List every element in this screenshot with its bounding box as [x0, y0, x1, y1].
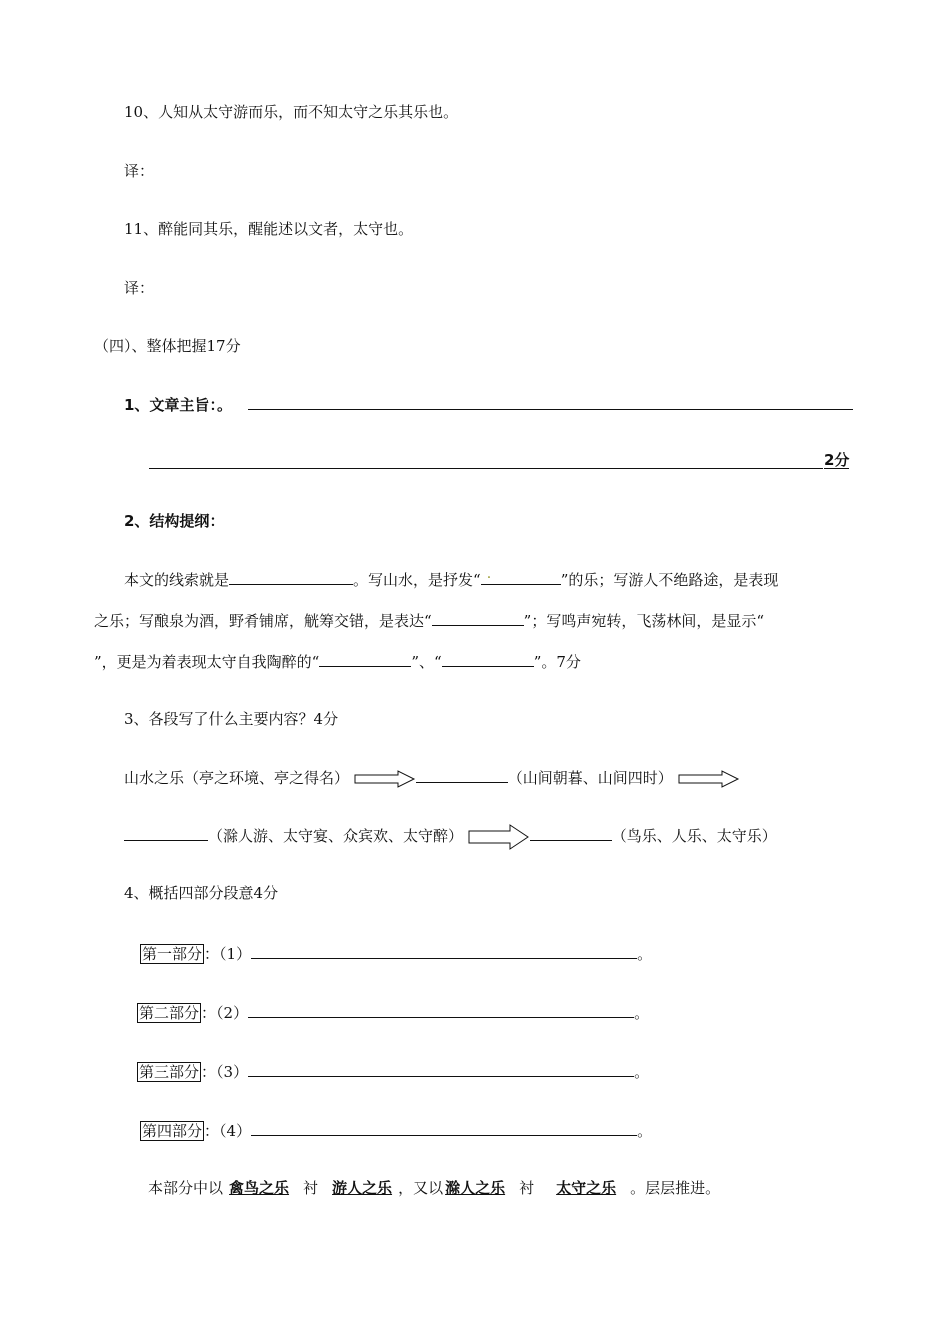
summary-text-e: ，又以	[398, 1179, 444, 1197]
item-4-label: 4、概括四部分段意4分	[124, 884, 279, 902]
para-text-c: ”的乐；写游人不绝路途，是表现	[560, 571, 779, 589]
part-answer-line[interactable]	[251, 942, 637, 959]
self-drunk-blank-1[interactable]	[319, 650, 411, 667]
part-end: 。	[634, 1063, 650, 1081]
flow-text-a: 山水之乐（亭之环境、亭之得名）	[124, 769, 350, 787]
question-10: 10、人知从太守游而乐，而不知太守之乐其乐也。	[124, 103, 459, 121]
flow-line-2	[124, 824, 777, 850]
flow-blank-2[interactable]	[124, 824, 208, 841]
item-2-label: 2、结构提纲：	[124, 512, 225, 530]
part-end: 。	[634, 1004, 650, 1022]
part-name-box: 第二部分	[139, 1004, 200, 1022]
summary-text-i: 。层层推进。	[630, 1179, 721, 1197]
paragraph-line-1	[124, 568, 778, 590]
part-number: （4）	[219, 1122, 252, 1140]
part-name-box: 第四部分	[142, 1122, 203, 1140]
item-3-label: 3、各段写了什么主要内容？4分	[124, 710, 339, 728]
para-text-b: 。写山水，是抒发“	[353, 571, 481, 589]
translation-label-10: 译：	[124, 162, 155, 180]
part-answer-line[interactable]	[248, 1060, 634, 1077]
right-arrow-icon	[468, 824, 530, 850]
section-4-title: （四）、整体把握17分	[94, 337, 241, 355]
summary-answer-1: 禽鸟之乐	[229, 1179, 290, 1197]
part-row-4	[140, 1119, 652, 1141]
summary-line	[148, 1178, 720, 1198]
translation-label-11: 译：	[124, 279, 155, 297]
para-text-h: ”。7分	[533, 653, 581, 671]
flow-blank-3[interactable]	[530, 824, 612, 841]
landscape-joy-blank[interactable]	[481, 568, 561, 585]
summary-text-c: 衬	[303, 1179, 319, 1197]
right-arrow-icon	[678, 770, 740, 788]
para-text-f: ”，更是为着表现太守自我陶醉的“	[94, 653, 320, 671]
summary-answer-2: 游人之乐	[332, 1179, 393, 1197]
flow-text-c: （滁人游、太守宴、众宾欢、太守醉）	[208, 827, 464, 845]
flow-text-b: （山间朝暮、山间四时）	[507, 769, 673, 787]
summary-answer-4: 太守之乐	[556, 1179, 617, 1197]
para-text-g: ”、“	[411, 653, 442, 671]
item-1-label: 1、文章主旨：。	[124, 396, 232, 414]
flow-text-d: （鸟乐、人乐、太守乐）	[611, 827, 777, 845]
item-1-answer-line-1[interactable]	[248, 390, 853, 410]
part-end: 。	[637, 1122, 653, 1140]
part-row-2	[137, 1001, 649, 1023]
summary-text-g: 衬	[519, 1179, 535, 1197]
part-colon: ：	[204, 1122, 220, 1140]
para-text-d: 之乐；写酿泉为酒，野肴铺席，觥筹交错，是表达“	[94, 612, 432, 630]
summary-answer-3: 滁人之乐	[445, 1179, 506, 1197]
ink-mark: .	[486, 566, 492, 582]
part-number: （3）	[216, 1063, 249, 1081]
right-arrow-icon	[354, 770, 416, 788]
part-answer-line[interactable]	[251, 1119, 637, 1136]
clue-blank[interactable]	[229, 568, 353, 585]
part-number: （1）	[219, 945, 252, 963]
part-colon: ：	[204, 945, 220, 963]
paragraph-line-2	[94, 609, 764, 631]
paragraph-line-3	[94, 650, 581, 672]
part-end: 。	[637, 945, 653, 963]
self-drunk-blank-2[interactable]	[442, 650, 534, 667]
para-text-a: 本文的线索就是	[124, 571, 230, 589]
part-row-3	[137, 1060, 649, 1082]
feast-joy-blank[interactable]	[432, 609, 524, 626]
summary-text-a: 本部分中以	[148, 1179, 224, 1197]
part-name-box: 第三部分	[139, 1063, 200, 1081]
part-answer-line[interactable]	[248, 1001, 634, 1018]
question-11: 11、醉能同其乐，醒能述以文者，太守也。	[124, 220, 414, 238]
part-name-box: 第一部分	[142, 945, 203, 963]
item-1-score: 2分	[824, 451, 850, 469]
part-colon: ：	[201, 1063, 217, 1081]
flow-line-1	[124, 766, 740, 788]
item-1-answer-line-2[interactable]	[149, 449, 823, 469]
part-colon: ：	[201, 1004, 217, 1022]
flow-blank-1[interactable]	[416, 766, 508, 783]
para-text-e: ”；写鸣声宛转，飞荡林间，是显示“	[523, 612, 765, 630]
part-number: （2）	[216, 1004, 249, 1022]
part-row-1	[140, 942, 652, 964]
